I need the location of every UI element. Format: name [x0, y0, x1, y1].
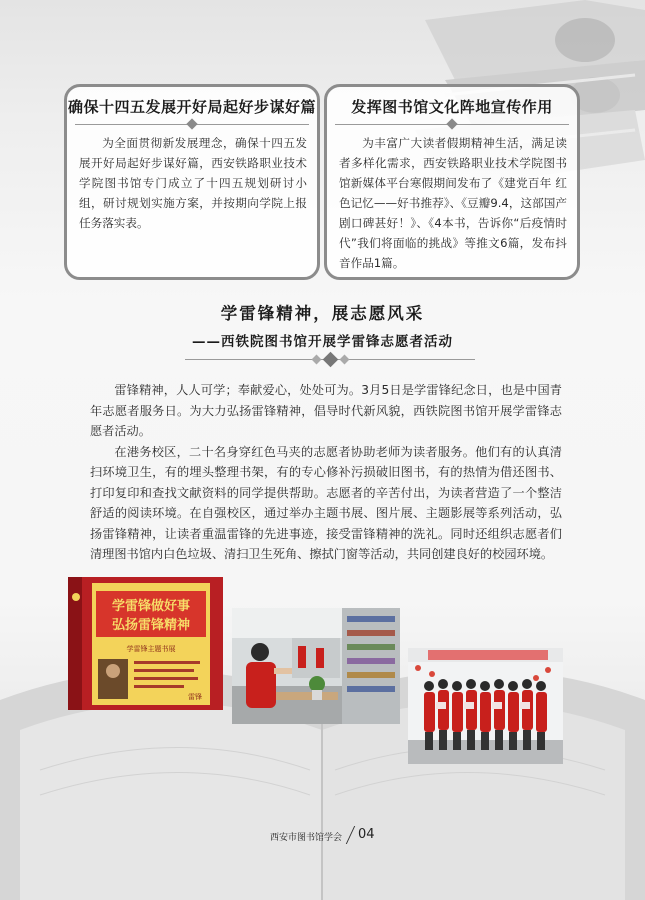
- poster-seal: 雷锋: [188, 693, 202, 701]
- article-subtitle: ——西铁院图书馆开展学雷锋志愿者活动: [192, 334, 453, 350]
- article-paragraph: 在港务校区，二十名身穿红色马夹的志愿者协助老师为读者服务。他们有的认真清扫环境卫生，有的埋头整理书架，有的专心修补污损破旧图书，有的热情为借还图书、打印复印和查找文献资料的同学提供帮助。志愿者的辛苦付出，为读者营造了一个整洁舒适的阅读环境。在自强校区，通过举办主题书展、图片展、主题影展等系列活动，弘扬雷锋精神，让读者重温雷锋的先进事迹，接受雷锋精神的洗礼。同时还组织志愿者们清理图书馆内白色垃圾、清扫卫生死角、擦拭门窗等活动，共同创建良好的校园环境。: [90, 444, 562, 561]
- info-box-culture: [324, 84, 580, 280]
- page-number: 04: [358, 827, 375, 842]
- title-divider: [75, 119, 309, 131]
- article-title: 学雷锋精神，展志愿风采: [220, 304, 425, 323]
- article-body: [90, 380, 562, 565]
- article-paragraph: 雷锋精神，人人可学；奉献爱心，处处可为。3月5日是学雷锋纪念日，也是中国青年志愿者服务日。为大力弘扬雷锋精神，倡导时代新风貌，西铁院图书馆开展学雷锋志愿者活动。: [90, 383, 562, 438]
- box-title: 确保十四五发展开好局起好步谋好篇: [67, 98, 316, 116]
- subtitle-divider: [185, 352, 475, 368]
- box-title: 发挥图书馆文化阵地宣传作用: [351, 98, 553, 116]
- box-text: 为全面贯彻新发展理念，确保十四五发展开好局起好步谋好篇，西安铁路职业技术学院图书馆专门成立了十四五规划研讨小组，研讨规划实施方案，并按期向学院上报任务落实表。: [79, 136, 307, 230]
- box-text: 为丰富广大读者假期精神生活，满足读者多样化需求，西安铁路职业技术学院图书馆新媒体平台寒假期间发布了《建党百年 红色记忆——好书推荐》、《豆瓣9.4，这部国产剧口碑甚好！》、《4本书，告诉你“后疫情时代”我们将面临的挑战》等推文6篇，发布抖音作品1篇。: [339, 136, 567, 270]
- poster-line3: 学雷锋主题书展: [126, 645, 176, 653]
- info-box-planning: [64, 84, 320, 280]
- poster-line2: 弘扬雷锋精神: [111, 618, 191, 633]
- photo-volunteer-poster: [68, 577, 223, 710]
- title-divider: [335, 119, 569, 131]
- photo-library-volunteers: [232, 608, 400, 724]
- poster-line1: 学雷锋做好事: [111, 599, 191, 614]
- footer-org: 西安市图书馆学会: [270, 833, 343, 843]
- photo-volunteer-group: [408, 648, 563, 764]
